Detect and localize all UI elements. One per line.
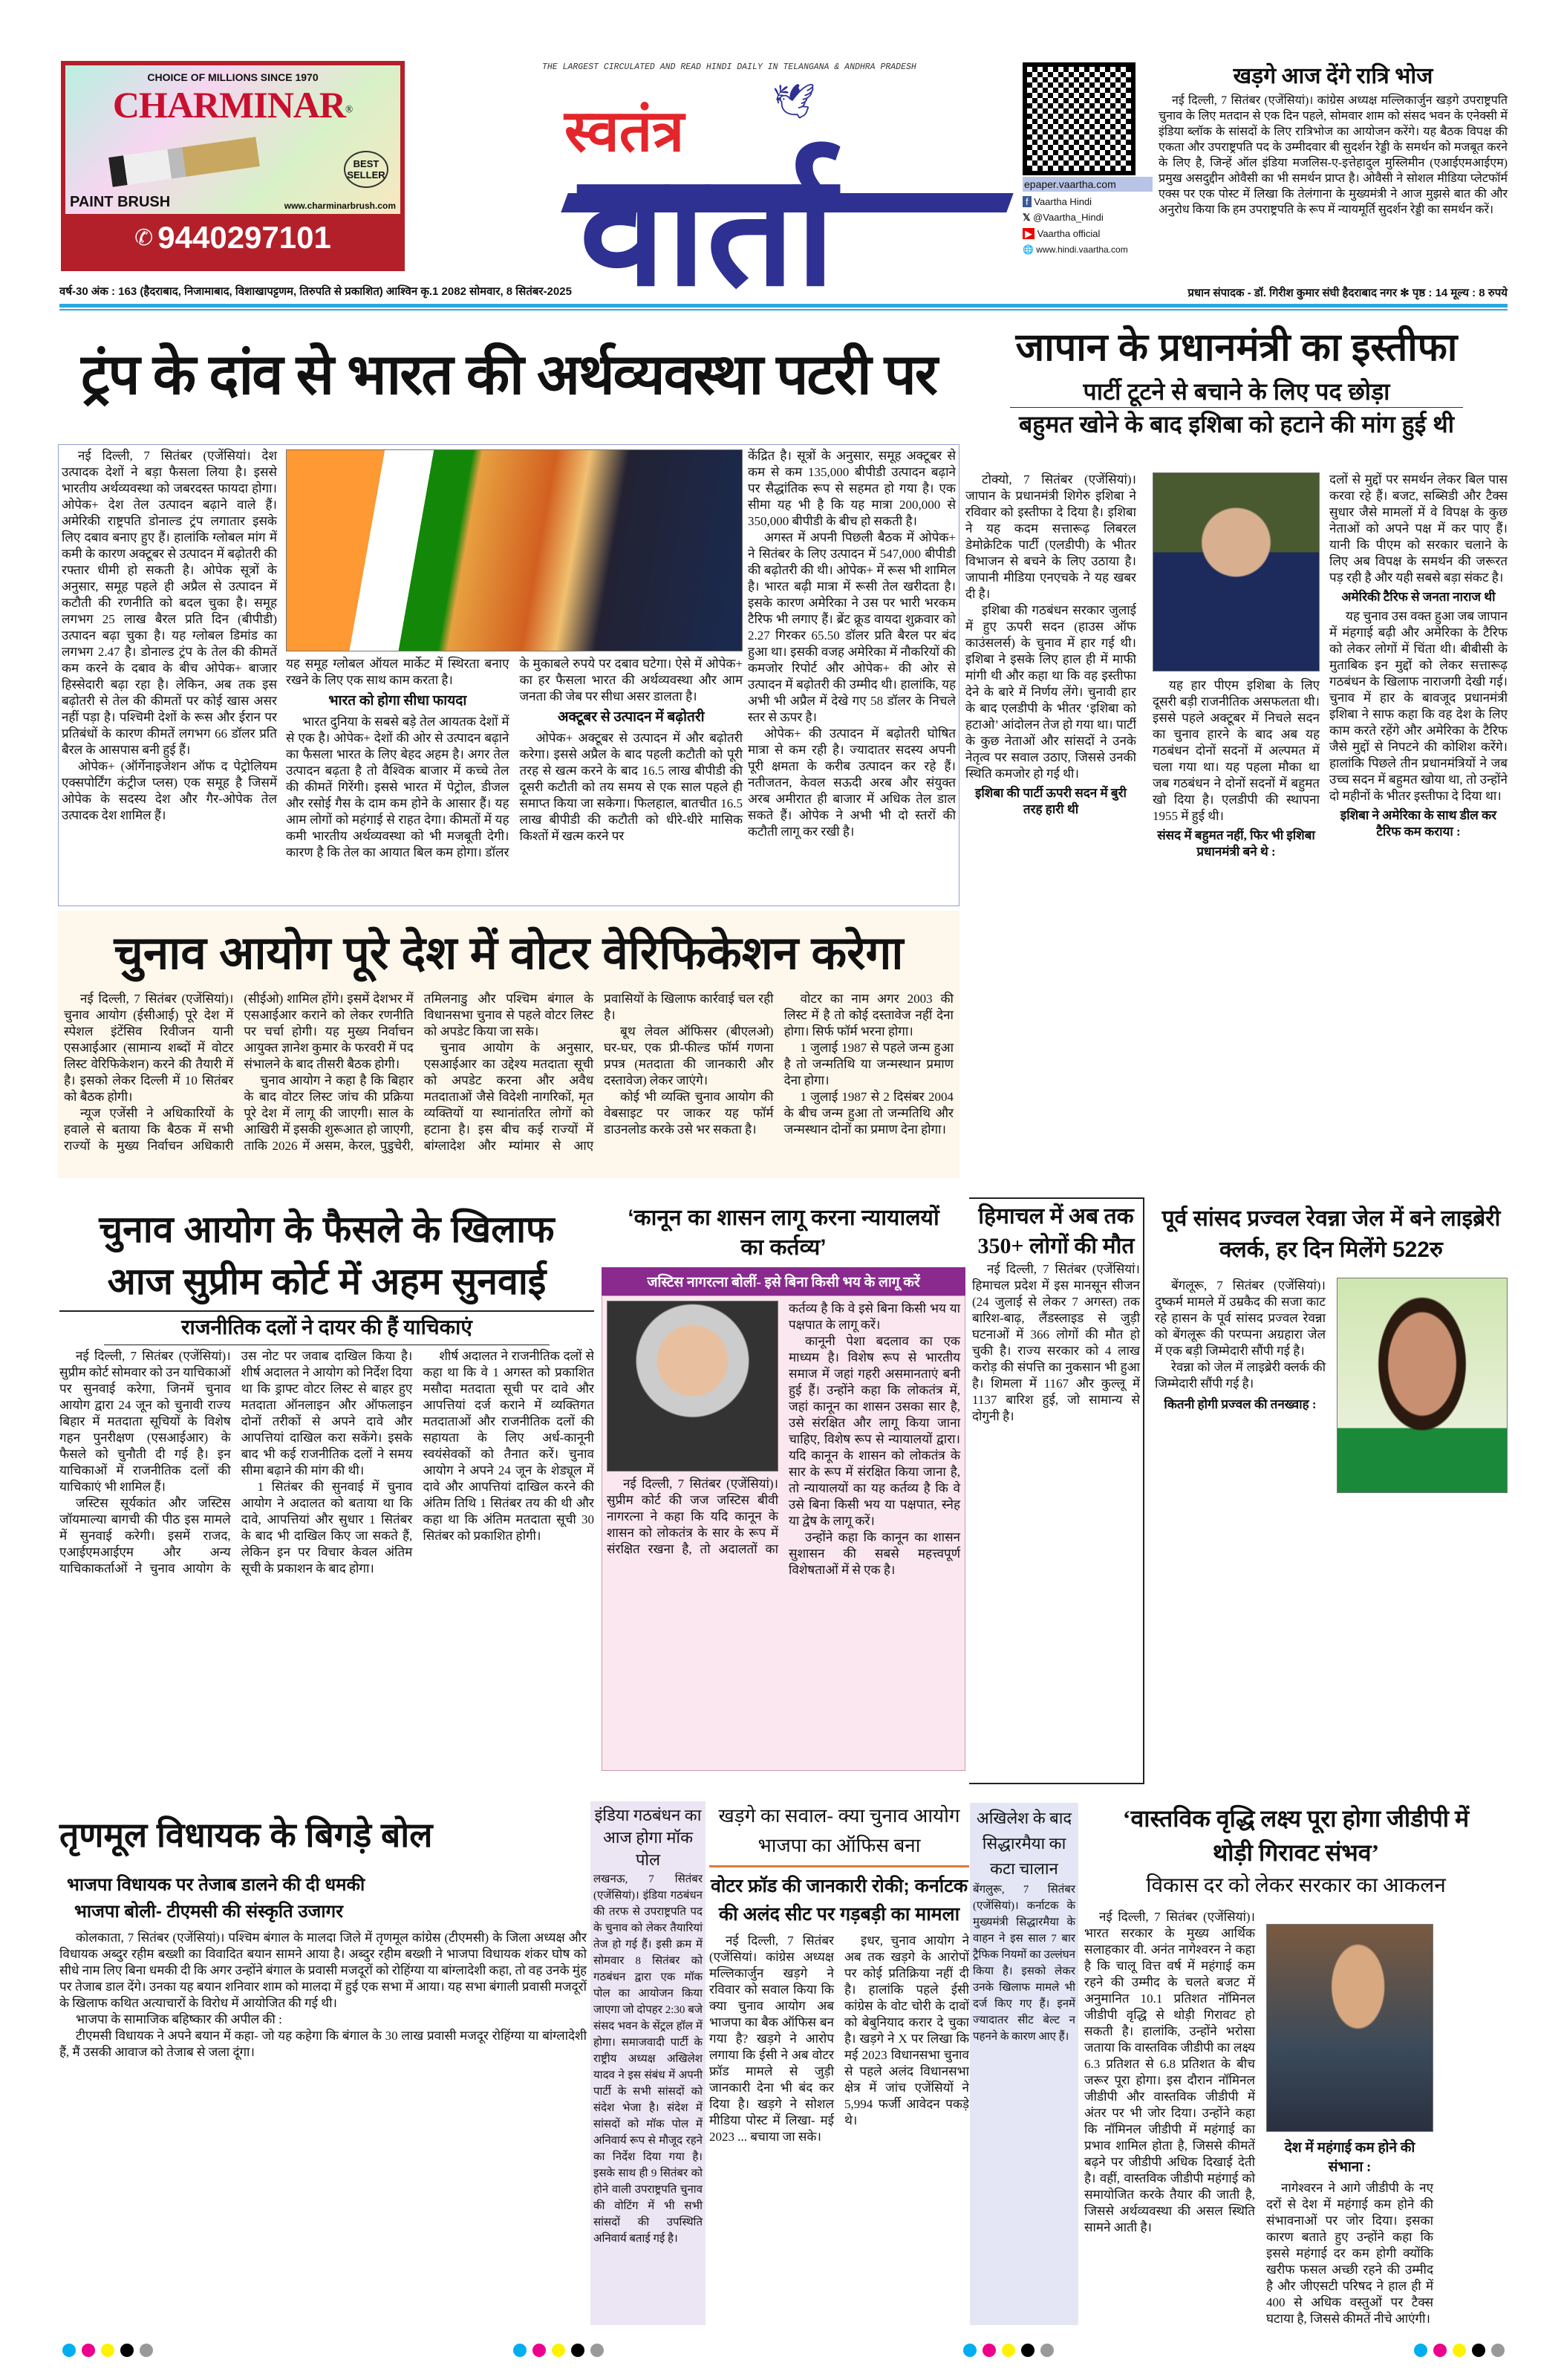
article-revanna [1155,1203,1508,1775]
article-trump [58,444,959,906]
column [286,656,743,901]
dateline: वर्ष-30 अंक : 163 (हैदराबाद, निजामाबाद, विशाखापट्टणम, तिरुपति से प्रकाशित) आश्विन कृ.1 2082 सोमवार, 8 सितंबर-2025 [59,285,572,298]
column [965,472,1136,1170]
paragraph: नई दिल्ली, 7 सितंबर (एजेंसियां। कांग्रेस अध्यक्ष मल्लिकार्जुन खड़गे ने रविवार को सवाल किया कि क्या चुनाव आयोग अब भाजपा का बैक ऑफिस बन गया है? खड़गे ने आरोप लगाया कि ईसी ने अब वोटर फ्रॉड मामले से जुड़ी जानकारी देना भी बंद कर दिया है। खड़गे ने सोशल मीडिया पोस्ट में लिखा- मई 2023 ... बचाया जा सके। [709,1934,834,2144]
paragraph: वोटर का नाम अगर 2003 की लिस्ट में है तो कोई दस्तावेज नहीं देना होगा। सिर्फ फॉर्म भरना होगा। [783,992,954,1038]
social-x[interactable] [1023,212,1153,224]
subheading: भारत को होगा सीधा फायदा [328,693,467,709]
social-youtube[interactable] [1023,228,1153,240]
article-supreme-court [59,1203,594,1768]
paragraph: शीर्ष अदालत ने राजनीतिक दलों से कहा था कि वे 1 अगस्त को प्रकाशित मसौदा मतदाता सूची पर दावे और आपत्तियां दर्ज कराने में व्यक्तिगत मतदाताओं और राजनीतिक दलों की सहायता के लिए अर्ध-कानूनी स्वयंसेवकों को तैनात करें। चुनाव आयोग ने अपने 24 जून के शेड्यूल में दावे और आपत्तियां दाखिल करने की अंतिम तिथि 1 सितंबर तय की थी और कहा था कि अंतिम मतदाता सूची 30 सितंबर को प्रकाशित होगी। [423,1349,594,1543]
article-japan [965,319,1508,1174]
ad-website: www.charminarbrush.com [284,201,396,211]
ishiba-photo [1153,472,1320,672]
article-siddaramaiah-challan [970,1803,1078,2325]
ad-tagline: CHOICE OF MILLIONS SINCE 1970 [147,71,319,83]
subheading: अमेरिकी टैरिफ से जनता नाराज थी [1341,590,1496,604]
headline: इंडिया गठबंधन का आज होगा मॉक पोल [594,1806,702,1869]
article-body [709,1933,969,2312]
paragraph: अगस्त में अपनी पिछली बैठक में ओपेक+ ने सितंबर के लिए उत्पादन में 547,000 बीपीडी की बढ़ोतरी की थी। ओपेक+ में रूस भी शामिल है। भारत बढ़ी मात्रा में रूसी तेल खरीदता है। इसके कारण अमेरिका ने उस पर भारी भरकम टैरिफ भी लगाए हैं। ब्रेंट क्रूड वायदा शुक्रवार को 2.27 गिरकर 65.50 डॉलर प्रति बैरल पर बंद हुआ था। इसकी वजह अमेरिका में नौकरियों की कमजोर रिपोर्ट और ओपेक+ की ओर से उत्पादन में बढ़ोतरी की उम्मीद थी। हालांकि, यह अभी भी अप्रैल में देखे गए 58 डॉलर के निचले स्तर से ऊपर है। [748,530,956,724]
column [62,448,277,824]
paragraph: न्यूज एजेंसी ने अधिकारियों के हवाले से बताया कि बैठक में सभी राज्यों के मुख्य निर्वाचन अधिकारी (सीईओ) शामिल होंगे। इसमें देशभर में एसआईआर कराने को लेकर रणनीति पर चर्चा होगी। यह मुख्य निर्वाचन आयुक्त ज्ञानेश कुमार के फरवरी में पद संभालने के बाद तीसरी बैठक होगी। [64,992,414,1153]
social-label: Vaartha official [1037,228,1101,239]
subheading: इशिबा ने अमेरिका के साथ डील कर टैरिफ कम कराया : [1340,808,1497,839]
subheading: अक्टूबर से उत्पादन में बढ़ोतरी [557,709,705,725]
headline: हिमाचल में अब तक 350+ लोगों की मौत [977,1204,1135,1258]
paragraph: चुनाव आयोग के अनुसार, एसआईआर का उद्देश्य मतदाता सूची को अपडेट करना और अवैध मतदाताओं जैसे विदेशी नागरिकों, मृत व्यक्तियों या स्थानांतरित लोगों को हटाना है। इस बीच कई राज्यों में बांग्लादेश और म्यांमार से आए प्रवासियों के खिलाफ कार्रवाई चल रही है। [423,992,774,1153]
youtube-icon: ▶ [1023,228,1034,239]
column [1329,472,1508,1170]
subheading: भाजपा के सामाजिक बहिष्कार की अपील की : [76,2012,282,2026]
article-gdp [1084,1801,1508,2325]
article-body: नई दिल्ली, 7 सितंबर (एजेंसियां)। भारत सरकार के मुख्य आर्थिक सलाहकार वी. अनंत नागेश्वरन ने कहा है कि चालू वित्त वर्ष में महंगाई कम रहने की उम्मीद के चलते बजट में अनुमानित 10.1 प्रतिशत नॉमिनल जीडीपी वृद्धि से थोड़ी गिरावट हो सकती है। हालांकि, उन्होंने भरोसा जताया कि वास्तविक जीडीपी का लक्ष्य 6.3 प्रतिशत से 6.8 प्रतिशत के बीच जरूर पूरा होगा। इस दौरान नॉमिनल जीडीपी और वास्तविक जीडीपी में अंतर पर भी जोर दिया। उन्होंने कहा कि नॉमिनल जीडीपी में महंगाई का प्रभाव शामिल होता है, जिससे कीमतें बढ़ने पर जीडीपी अधिक दिखाई देती है। वहीं, वास्तविक जीडीपी महंगाई को समायोजित करके तैयार की जाती है, जिससे अर्थव्यवस्था की असल स्थिति सामने आती है। [1084,1910,1255,2234]
paragraph: टीएमसी विधायक ने अपने बयान में कहा- जो यह कहेगा कि बंगाल के 30 लाख प्रवासी मजदूर रोहिंग्या या बांग्लादेशी हैं, मैं उसकी आवाज को तेजाब से जला दूंगा। [59,2029,587,2059]
paragraph: इधर, चुनाव आयोग ने अब तक खड़गे के आरोपों पर कोई प्रतिक्रिया नहीं दी है। हालांकि पहले ईसी कांग्रेस के वोट चोरी के दावों को बेबुनियाद करार दे चुका है। खड़गे ने X पर लिखा कि मई 2023 विधानसभा चुनाव से पहले अलंद विधानसभा क्षेत्र में जांच एजेंसियों ने 5,994 फर्जी आवेदन पकड़े थे। [844,1934,969,2127]
paragraph: कोई भी व्यक्ति चुनाव आयोग की वेबसाइट पर जाकर यह फॉर्म डाउनलोड करके उसे भर सकता है। [604,1090,774,1137]
tagline: THE LARGEST CIRCULATED AND READ HINDI DAILY IN TELANGANA & ANDHRA PRADESH [542,62,916,72]
paragraph: यह हार पीएम इशिबा के लिए दूसरी बड़ी राजनीतिक असफलता थी। इससे पहले अक्टूबर में निचले सदन का चुनाव हारने के बाद अब यह गठबंधन दोनों सदनों में अल्पमत में चला गया था। यह पहला मौका था जब गठबंधन ने दोनों सदनों में बहुमत खो दिया है। एलडीपी की स्थापना 1955 में हुई थी। [1153,678,1320,823]
nageswaran-photo [1266,1924,1433,2132]
revanna-photo [1337,1278,1508,1493]
headline: चुनाव आयोग पूरे देश में वोटर वेरिफिकेशन करेगा [114,928,904,979]
paragraph: नई दिल्ली, 7 सितंबर (एजेंसियां)। चुनाव आयोग (ईसीआई) पूरे देश में स्पेशल इंटेंसिव रिवीजन यानी एसआईआर (सामान्य शब्दों में वोटर लिस्ट वेरिफिकेशन) करने की तैयारी में है। इसको लेकर दिल्ली में 10 सितंबर को बैठक होगी। [64,992,234,1104]
paragraph: ओपेक+ (ऑर्गेनाइजेशन ऑफ द पेट्रोलियम एक्सपोर्टिंग कंट्रीज प्लस) एक समूह है जिसमें ओपेक के सदस्य देश और गैर-ओपेक तेल उत्पादक देश शामिल हैं। [62,759,277,822]
article-body: बेंगलुरू, 7 सितंबर (एजेंसियां)। कर्नाटक के मुख्यमंत्री सिद्धारमैया के वाहन ने इस साल 7 बार ट्रैफिक नियमों का उल्लंघन किया है। इसको लेकर उनके खिलाफ मामले भी दर्ज किए गए हैं। इनमें ज्यादातर सीट बेल्ट न पहनने के कारण आए हैं। [973,1884,1075,2043]
article-tmc [59,1798,587,2325]
best-seller-badge: BEST SELLER [344,151,388,188]
social-label: Vaartha Hindi [1034,196,1092,207]
headline: तृणमूल विधायक के बिगड़े बोल [59,1815,433,1854]
article-himachal [969,1197,1144,1784]
phone-icon: ✆ [134,225,154,250]
headline: पूर्व सांसद प्रज्वल रेवन्ना जेल में बने लाइब्रेरी क्लर्क, हर दिन मिलेंगे 522रु [1161,1206,1501,1262]
headline: ‘कानून का शासन लागू करना न्यायालयों का कर्तव्य’ [628,1206,939,1260]
facebook-icon: f [1023,196,1032,207]
x-icon: 𝕏 [1023,212,1031,223]
article-body: नई दिल्ली, 7 सितंबर (एजेंसियां)। कांग्रेस अध्यक्ष मल्लिकार्जुन खड़गे उपराष्ट्रपति चुनाव के लिए मतदान से एक दिन पहले, सोमवार शाम को संसद भवन के एनेक्सी में इंडिया ब्लॉक के सांसदों के लिए रात्रिभोज का आयोजन करेंगे। यह बैठक विपक्ष की एकता और उपराष्ट्रपति पद के उम्मीदवार बी सुदर्शन रेड्डी के समर्थन को मजबूत करने के लिए है, जिन्हें ऑल इंडिया मजलिस-ए-इत्तेहादुल मुस्लिमीन (एआईएमआईएम) प्रमुख असदुद्दीन ओवैसी का भी समर्थन प्राप्त है। ओवैसी ने सोशल मीडिया प्लेटफॉर्म एक्स पर एक पोस्ट में लिखा कि तेलंगाना के मुख्यमंत्री ने आज मुझसे बात की और अनुरोध किया कि हम उपराष्ट्रपति के रूप में न्यायमूर्ति सुदर्शन रेड्डी का समर्थन करें। [1159,94,1508,216]
globe-icon: 🌐 [1023,244,1034,255]
article-election-commission [58,911,959,1178]
ad-brand: CHARMINAR [112,84,346,126]
subheading: इशिबा की पार्टी ऊपरी सदन में बुरी तरह हारी थी [975,786,1127,816]
subheadline: बहुमत खोने के बाद इशिबा को हटाने की मांग हुई थी [1019,411,1454,438]
paragraph: टोक्यो, 7 सितंबर (एजेंसियां)। जापान के प्रधानमंत्री शिगेरु इशिबा ने रविवार को इस्तीफा दे दिया है। इशिबा ने यह कदम सत्तारूढ़ लिबरल डेमोक्रेटिक पार्टी (एलडीपी) के भीतर विभाजन से बचने के लिए उठाया है। जापानी मीडिया एनएचके ने यह खबर दी है। [965,472,1136,601]
headline: खड़गे आज देंगे रात्रि भोज [1233,64,1433,88]
article-body: लखनऊ, 7 सितंबर (एजेंसियां)। इंडिया गठबंधन की तरफ से उपराष्ट्रपति पद के चुनाव को लेकर तैयारियां तेज हो गई हैं। इसी क्रम में सोमवार 8 सितंबर को गठबंधन द्वारा एक मॉक पोल का आयोजन किया जाएगा जो दोपहर 2:30 बजे संसद भवन के सेंट्रल हॉल में होगा। समाजवादी पार्टी के राष्ट्रीय अध्यक्ष अखिलेश यादव ने इस संबंध में अपनी पार्टी के सभी सांसदों को संदेश भेजा है। संदेश में सांसदों को मॉक पोल में अनिवार्य रूप से मौजूद रहने का निर्देश दिया गया है। इसके साथ ही 9 सितंबर को होने वाली उपराष्ट्रपति चुनाव की वोटिंग में भी सभी सांसदों की उपस्थिति अनिवार्य बताई गई है। [593,1873,703,2245]
paragraph: 1 जुलाई 1987 से पहले जन्म हुआ है तो जन्मतिथि या जन्मस्थान प्रमाण देना होगा। [783,1041,954,1087]
article-body [64,991,954,1169]
headline: ‘वास्तविक वृद्धि लक्ष्य पूरा होगा जीडीपी में थोड़ी गिरावट संभव’ [1122,1805,1470,1866]
social-label: @Vaartha_Hindi [1033,212,1104,223]
article-body: नागेश्वरन ने आगे जीडीपी के नए दरों से देश में महंगाई कम होने की संभावनाओं पर जोर दिया। इसका कारण बताते हुए उन्होंने कहा कि इससे महंगाई दर कम होगी क्योंकि खरीफ फसल अच्छी रहने की उम्मीद है और जीएसटी परिषद ने हाल ही में 400 से अधिक वस्तुओं पर टैक्स घटाया है, जिससे कीमतें नीचे आएंगी। [1266,2181,1433,2326]
paragraph: नई दिल्ली, 7 सितंबर (एजेंसियां। देश उत्पादक देशों ने बड़ा फैसला लिया है। इससे भारतीय अर्थव्यवस्था को जबरदस्त फायदा होगा। ओपेक+ देश तेल उत्पादन बढ़ाने वाले हैं। अमेरिकी राष्ट्रपति डोनाल्ड ट्रंप लगातार इसके लिए दबाव बनाए हुए हैं। हालांकि ग्लोबल मांग में कमी के कारण अक्टूबर से उत्पादन में बढ़ोतरी की रफ्तार धीमी हो सकती है। ओपेक सूत्रों के अनुसार, समूह पहले ही अप्रैल से उत्पादन में कटौती की रणनीति को बदल चुका है। समूह लगभग 25 लाख बैरल प्रति दिन (बीपीडी) उत्पादन बढ़ा चुका है। यह ग्लोबल डिमांड का लगभग 2.47 है। डोनाल्ड ट्रंप के तेल की कीमतें कम करने के दबाव के बीच ओपेक+ बाजार हिस्सेदारी बढ़ा रहा है। लेकिन, अब तक इस बढ़ोतरी से तेल की कीमतों पर कोई खास असर नहीं पड़ा है। पश्चिमी देशों के रूस और ईरान पर प्रतिबंधों के कारण कीमतें लगभग 66 डॉलर प्रति बैरल के आसपास बनी हुई हैं। [62,449,277,757]
paragraph: यह चुनाव उस वक्त हुआ जब जापान में मंहगाई बढ़ी और अमेरिका के टैरिफ को लेकर लोगों में चिंता थी। बीबीसी के मुताबिक इन मुद्दों को लेकर सत्तारूढ़ गठबंधन के खिलाफ नाराजगी देखी गई। चुनाव में हार के बावजूद प्रधानमंत्री इशिबा ने साफ कहा कि वह देश के लिए काम करते रहेंगे और अमेरिका के टैरिफ जैसे मुद्दों से निपटने की कोशिश करेंगे। हालांकि पिछले तीन प्रधानमंत्रियों ने जब उच्च सदन में बहुमत खोया था, तो उन्होंने दो महीनों के भीतर इस्तीफा दे दिया था। [1329,609,1508,803]
paragraph: उन्होंने कहा कि कानून का शासन सुशासन की सबसे महत्त्वपूर्ण विशेषताओं में से एक है। [789,1530,960,1577]
paragraph: बूथ लेवल ऑफिसर (बीएलओ) घर-घर, एक प्री-फील्ड फॉर्म गणना प्रपत्र (मतदाता की जानकारी और दस्तावेज) लेकर जाएंगे। [604,1024,774,1087]
headline: जापान के प्रधानमंत्री का इस्तीफा [1015,326,1458,369]
social-web[interactable] [1023,244,1153,255]
registered-mark: ® [345,103,353,115]
headline: आज सुप्रीम कोर्ट में अहम सुनवाई [59,1255,594,1312]
ad-phone: 9440297101 [157,220,331,255]
subheading: संसद में बहुमत नहीं, फिर भी इशिबा प्रधानमंत्री बने थे : [1157,828,1315,859]
article-mock-poll [590,1801,706,2325]
column [1155,1278,1326,1417]
paragraph: चुनाव आयोग ने कहा है कि बिहार के बाद वोटर लिस्ट जांच की प्रक्रिया पूरे देश में लागू की जाएगी। साल के आखिरी में इसकी शुरूआत हो जाएगी, ताकि 2026 में असम, केरल, पुडुचेरी, तमिलनाडु और पश्चिम बंगाल के विधानसभा चुनाव से पहले वोटर लिस्ट को अपडेट किया जा सके। [244,992,594,1153]
paragraph: ओपेक+ अक्टूबर से उत्पादन में और बढ़ोतरी करेगा। इससे अप्रैल के बाद पहली कटौती को पूरी तरह से खत्म करने के बाद 16.5 लाख बीपीडी की दूसरी कटौती को तय समय से एक साल पहले ही समाप्त किया जा सकेगा। फिलहाल, बातचीत 16.5 लाख बीपीडी की कटौती को धीरे-धीरे मासिक किश्तों में खत्म करने पर [519,731,743,843]
paragraph: रेवन्ना को जेल में लाइब्रेरी क्लर्क की जिम्मेदारी सौंपी गई है। [1155,1360,1326,1391]
paragraph: नई दिल्ली, 7 सितंबर (एजेंसियां)। सुप्रीम कोर्ट की जज जस्टिस बीवी नागरत्ना ने कहा कि यदि कानून के शासन को लोकतंत्र के सार के रूप में संरक्षित रखना है, तो अदालतों का कर्तव्य है कि वे इसे बिना किसी भय या पक्षपात के लागू करें। [607,1301,960,1556]
logo[interactable] [550,74,1010,317]
subheadline: भाजपा बोली- टीएमसी की संस्कृति उजागर [74,1902,343,1922]
article-nagarathna [602,1203,965,1775]
column [748,448,956,901]
paragraph: दलों से मुद्दों पर समर्थन लेकर बिल पास करवा रहे हैं। बजट, सब्सिडी और टैक्स सुधार जैसे मामलों में वे विपक्ष के कुछ नेताओं को अपने पक्ष में कर पाए हैं। यानी कि पीएम को सरकार चलाने के लिए अब विपक्ष के समर्थन की जरूरत पड़ रही है और यही सबसे बड़ा संकट है। [1329,472,1508,585]
paragraph: 1 सितंबर की सुनवाई में चुनाव आयोग ने अदालत को बताया था कि दावे, आपत्तियां और सुधार 1 सितंबर के बाद भी दाखिल किए जा सकते हैं, लेकिन इन पर विचार केवल अंतिम सूची के प्रकाशन के बाद होगा। [241,1480,413,1576]
paragraph: यह समूह ग्लोबल ऑयल मार्केट में स्थिरता बनाए रखने के लिए एक साथ काम करता है। [286,657,509,687]
qr-code [1023,62,1135,175]
article-body [59,1930,587,2061]
logo-top: स्वतंत्र [564,99,685,163]
dove-icon: 🕊 [772,82,816,120]
nagarathna-photo [607,1301,778,1472]
subheading: कितनी होगी प्रज्वल की तनख्वाह : [1164,1397,1317,1411]
column [1153,677,1320,1168]
lead-headline: ट्रंप के दांव से भारत की अर्थव्यवस्था पटरी पर [81,343,936,406]
editor-price-line: प्रधान संपादक - डॉ. गिरीश कुमार संघी हैदराबाद नगर ✻ पृष्ठ : 14 मूल्य : 8 रुपये [1187,287,1508,299]
paragraph: जस्टिस सूर्यकांत और जस्टिस जॉयमाल्या बागची की पीठ इस मामले में सुनवाई करेगी। इसमें राजद, एआईएमआईएम और अन्य याचिकाकर्ताओं ने चुनाव आयोग के उस नोट पर जवाब दाखिल किया है। शीर्ष अदालत ने आयोग को निर्देश दिया था कि ड्राफ्ट वोटर लिस्ट से बाहर हुए मतदाता ऑनलाइन और ऑफलाइन दोनों तरीकों से अपने दावे और आपत्तियां दाखिल करा सकेंगे। इसके बाद भी कई राजनीतिक दलों ने समय सीमा बढ़ाने की मांग की थी। [59,1349,413,1576]
trump-oil-photo [286,449,743,651]
headline: अखिलेश के बाद सिद्धारमैया का कटा चालान [976,1809,1072,1878]
subheadline: विकास दर को लेकर सरकार का आकलन [1146,1874,1446,1897]
article-body [602,1295,965,1771]
article-kharge-dinner [1159,59,1508,218]
charminar-ad[interactable] [61,61,405,271]
highlight-band: जस्टिस नागरत्ना बोलीं- इसे बिना किसी भय के लागू करें [602,1267,965,1295]
subheadline: राजनीतिक दलों ने दायर की हैं याचिकाएं [104,1312,550,1345]
paragraph: ओपेक+ की उत्पादन में बढ़ोतरी घोषित मात्रा से कम रही है। ज्यादातर सदस्य अपनी पूरी क्षमता के करीब उत्पादन कर रहे हैं। नतीजतन, केवल सऊदी अरब और संयुक्त अरब अमीरात ही बाजार में अधिक तेल डाल सकते हैं। ओपेक ने अभी भी दो स्तरों की कटौती लागू कर रखी है। [748,726,956,839]
article-kharge-question [709,1801,969,2325]
logo-main: वार्ता [579,143,836,317]
paragraph: बेंगलूरू, 7 सितंबर (एजेंसियां)। दुष्कर्म मामले में उम्रकैद की सजा काट रहे हासन के पूर्व सांसद प्रज्वल रेवन्ना को बेंगलूरू की परप्पना अग्रहारा जेल में एक बड़ी जिम्मेदारी सौंपी गई है। [1155,1278,1326,1358]
color-registration-marks [59,2344,1508,2361]
ad-product: PAINT BRUSH [70,194,171,210]
subheadline: वोटर फ्रॉड की जानकारी रोकी; कर्नाटक की अलंद सीट पर गड़बड़ी का मामला [710,1876,968,1925]
article-body: नई दिल्ली, 7 सितंबर (एजेंसियां। हिमाचल प्रदेश में इस मानसून सीजन (24 जुलाई से लेकर 7 अगस्त) तक बारिश-बाढ़, लैंडस्लाइड से जुड़ी घटनाओं में 366 लोगों की मौत हो चुकी है। राज्य सरकार को 4 लाख करोड़ की संपत्ति का नुकसान भी हुआ है। शिमला में 1167 और कुल्लू में 1137 बारिश हुई, जो सामान्य से दोगुनी है। [972,1262,1140,1423]
paragraph: केंद्रित है। सूत्रों के अनुसार, समूह अक्टूबर से कम से कम 135,000 बीपीडी उत्पादन बढ़ाने पर सैद्धांतिक रूप से सहमत हो गया है। एक सीमा यह भी है कि यह मात्रा 200,000 से 350,000 बीपीडी के बीच हो सकती है। [748,449,956,528]
photo-caption: देश में महंगाई कम होने की संभाना : [1284,2140,1415,2175]
paragraph: कानूनी पेशा बदलाव का एक माध्यम है। विशेष रूप से भारतीय समाज में जहां गहरी असमानताएं बनी हुई हैं। उन्होंने कहा कि लोकतंत्र में, जहां कानून का शासन उसका सार है, उसे संरक्षित और लागू किया जाना चाहिए, विशेष रूप से न्यायालयों द्वारा। यदि कानून के शासन को लोकतंत्र के सार के रूप में संरक्षित किया जाना है, तो न्यायालयों का यह कर्तव्य है कि वे उसे बिना किसी भय या पक्षपात, स्नेह या द्वेष के लागू करें। [789,1334,960,1528]
paragraph: 1 जुलाई 1987 से 2 दिसंबर 2004 के बीच जन्म हुआ तो जन्मतिथि और जन्मस्थान दोनों का प्रमाण देना होगा। [783,1090,954,1137]
headline: खड़गे का सवाल- क्या चुनाव आयोग भाजपा का ऑफिस बना [709,1801,969,1867]
social-label: www.hindi.vaartha.com [1036,244,1128,255]
social-facebook[interactable] [1023,196,1153,207]
paragraph: इशिबा की गठबंधन सरकार जुलाई में हुए ऊपरी सदन (हाउस ऑफ काउंसलर्स) के चुनाव में हार गई थी। इशिबा ने इसके लिए हाल ही में माफी मांगी थी और कहा था कि वह इस्तीफा देने के बारे में निर्णय लेंगे। चुनावी हार के बाद एलडीपी के भीतर ‘इशिबा को हटाओ’ आंदोलन तेज हो गया था। पार्टी के कुछ नेताओं और सांसदों ने उनके नेतृत्व पर सवाल उठाए, जिससे उनकी स्थिति कमजोर हो गई थी। [965,603,1136,781]
paragraph: नई दिल्ली, 7 सितंबर (एजेंसियां)। सुप्रीम कोर्ट सोमवार को उन याचिकाओं पर सुनवाई करेगा, जिनमें चुनाव आयोग द्वारा 24 जून को चुनावी राज्य बिहार में मतदाता सूचियों के विशेष गहन पुनरीक्षण (एसआईआर) के फैसले को चुनौती दी गई है। इन याचिकाओं में राजनीतिक दलों की याचिकाएं भी शामिल हैं। [59,1349,231,1494]
subheadline: पार्टी टूटने से बचाने के लिए पद छोड़ा [1010,376,1463,408]
subheadline: भाजपा विधायक पर तेजाब डालने की दी धमकी [67,1875,365,1895]
paint-brush-icon [108,137,260,186]
masthead-rule [59,304,1508,310]
paragraph: कोलकाता, 7 सितंबर (एजेंसियां)। पश्चिम बंगाल के मालदा जिले में तृणमूल कांग्रेस (टीएमसी) के जिला अध्यक्ष और विधायक अब्दुर रहीम बख्शी का विवादित बयान सामने आया है। अब्दुर रहीम बख्शी ने भाजपा विधायक शंकर घोष को सीधे नाम लिए बिना धमकी दी कि अगर उन्होंने बंगाल के प्रवासी मजदूरों को रोहिंग्या या बांग्लादेशी कहा, तो वह उनके मुंह पर तेजाब डाल देंगे। उनका यह बयान शनिवार शाम को मालदा में हुई एक सभा में आया। यह सभा बंगाली प्रवासी मजदूरों के खिलाफ कथित अत्याचारों के विरोध में आयोजित की गई थी। [59,1931,587,2010]
article-body [59,1348,594,1764]
epaper-link[interactable]: epaper.vaartha.com [1023,177,1153,192]
headline: चुनाव आयोग के फैसले के खिलाफ [99,1209,555,1250]
paragraph: भारत दुनिया के सबसे बड़े तेल आयतक देशों में से एक है। ओपेक+ देशों की ओर से उत्पादन बढ़ाने का फैसला भारत के लिए बेहद अहम है। अगर तेल उत्पादन बढ़ता है तो वैश्विक बाजार में कच्चे तेल की कीमतें गिरेंगी। इससे भारत में पेट्रोल, डीजल और रसोई गैस के दाम कम होने के आसार हैं। यह आम लोगों को महंगाई से राहत देगा। कीमतों में यह कमी भारतीय अर्थव्यवस्था को भी मजबूती देगी। कारण है कि तेल का आयात बिल कम होगा। डॉलर के मुकाबले रुपये पर दबाव घटेगा। ऐसे में ओपेक+ का हर फैसला भारत की अर्थव्यवस्था और आम जनता की जेब पर सीधा असर डालता है। [286,657,743,859]
